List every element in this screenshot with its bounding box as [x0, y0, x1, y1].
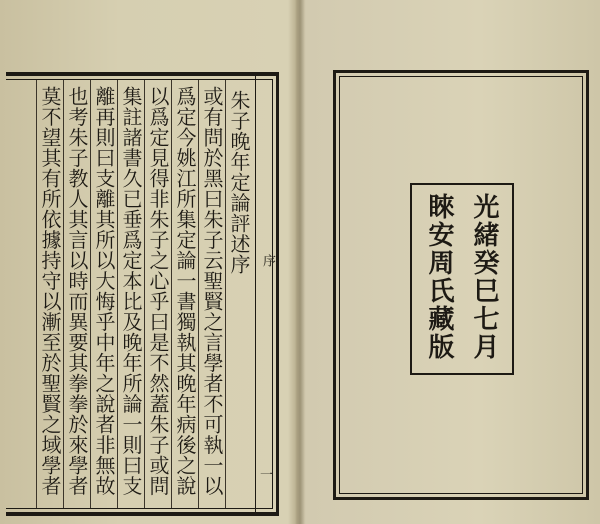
right-page-frame: [333, 70, 589, 500]
page-number: 一: [260, 468, 274, 483]
colophon-box: [410, 183, 514, 375]
book-gutter: [295, 0, 305, 524]
text-column: 以爲定見得非朱子之心乎曰是不然蓋朱子或問: [144, 80, 171, 508]
banxin-margin: [255, 76, 276, 512]
text-column: 也考朱子教人其言以時而異要其拳拳於來學者: [63, 80, 90, 508]
text-column: 莫不望其有所依據持守以漸至於聖賢之域學者: [36, 80, 63, 508]
text-column: 爲定今姚江所集定論一書獨執其晚年病後之說: [171, 80, 198, 508]
text-column: 離再則曰支離其所以大悔乎中年之說者非無故: [90, 80, 117, 508]
text-column: 或有問於黑曰朱子云聖賢之言學者不可執一以: [198, 80, 225, 508]
colophon-date: 光緒癸巳七月: [469, 193, 499, 361]
text-columns: [10, 80, 252, 508]
colophon-publisher: 睞安周氏藏版: [424, 193, 454, 361]
preface-title: 朱子晚年定論評述序: [225, 80, 252, 508]
text-column: 集註諸書久已垂爲定本比及晚年所論一則曰支: [117, 80, 144, 508]
left-page-frame: [6, 72, 279, 516]
banxin-mark: 序: [260, 254, 275, 267]
